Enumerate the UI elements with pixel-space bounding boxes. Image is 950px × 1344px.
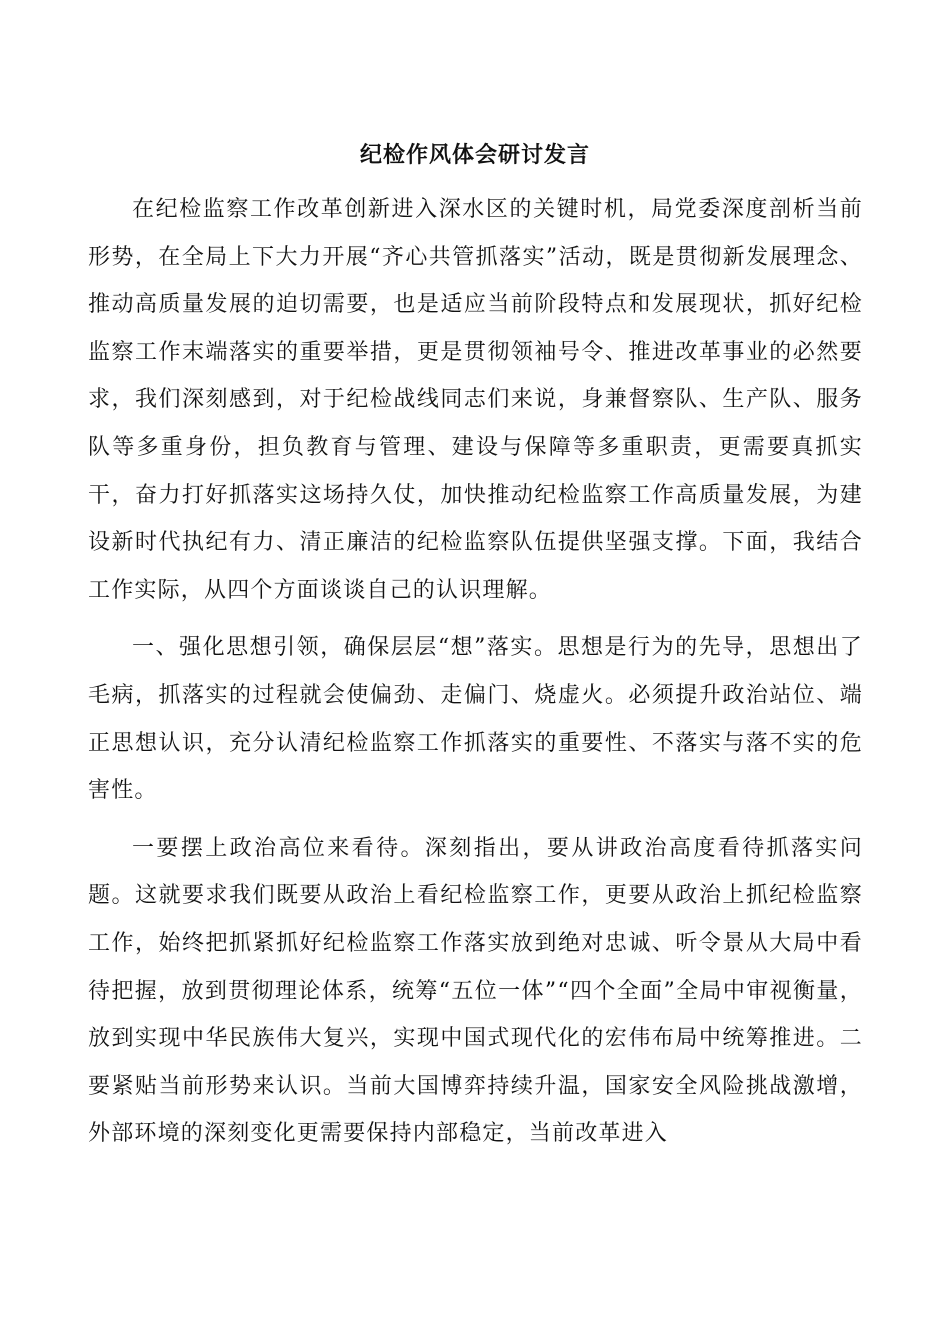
paragraph-intro: 在纪检监察工作改革创新进入深水区的关键时机，局党委深度剖析当前形势，在全局上下大力开展“齐心共管抓落实”活动，既是贯彻新发展理念、推动高质量发展的迫切需要，也是适应当前阶段特点和发展现状，抓好纪检监察工作末端落实的重要举措，更是贯彻领袖号令、推进改革事业的必然要求，我们深刻感到，对于纪检战线同志们来说，身兼督察队、生产队、服务队等多重身份，担负教育与管理、建设与保障等多重职责，更需要真抓实干，奋力打好抓落实这场持久仗，加快推动纪检监察工作高质量发展，为建设新时代执纪有力、清正廉洁的纪检监察队伍提供坚强支撑。下面，我结合工作实际，从四个方面谈谈自己的认识理解。 bbox=[88, 197, 863, 603]
document-title: 纪检作风体会研讨发言 bbox=[359, 143, 590, 168]
paragraph-section-one: 一、强化思想引领，确保层层“想”落实。思想是行为的先导，思想出了毛病，抓落实的过程就会使偏劲、走偏门、烧虚火。必须提升政治站位、端正思想认识，充分认清纪检监察工作抓落实的重要性、不落实与落不实的危害性。 bbox=[88, 635, 863, 804]
document-body bbox=[88, 186, 863, 1168]
paragraph-point-one: 一要摆上政治高位来看待。深刻指出，要从讲政治高度看待抓落实问题。这就要求我们既要从政治上看纪检监察工作，更要从政治上抓纪检监察工作，始终把抓紧抓好纪检监察工作落实放到绝对忠诚、听令景从大局中看待把握，放到贯彻理论体系，统筹“五位一体”“四个全面”全局中审视衡量，放到实现中华民族伟大复兴，实现中国式现代化的宏伟布局中统筹推进。二要紧贴当前形势来认识。当前大国博弈持续升温，国家安全风险挑战激增，外部环境的深刻变化更需要保持内部稳定，当前改革进入 bbox=[88, 835, 863, 1147]
